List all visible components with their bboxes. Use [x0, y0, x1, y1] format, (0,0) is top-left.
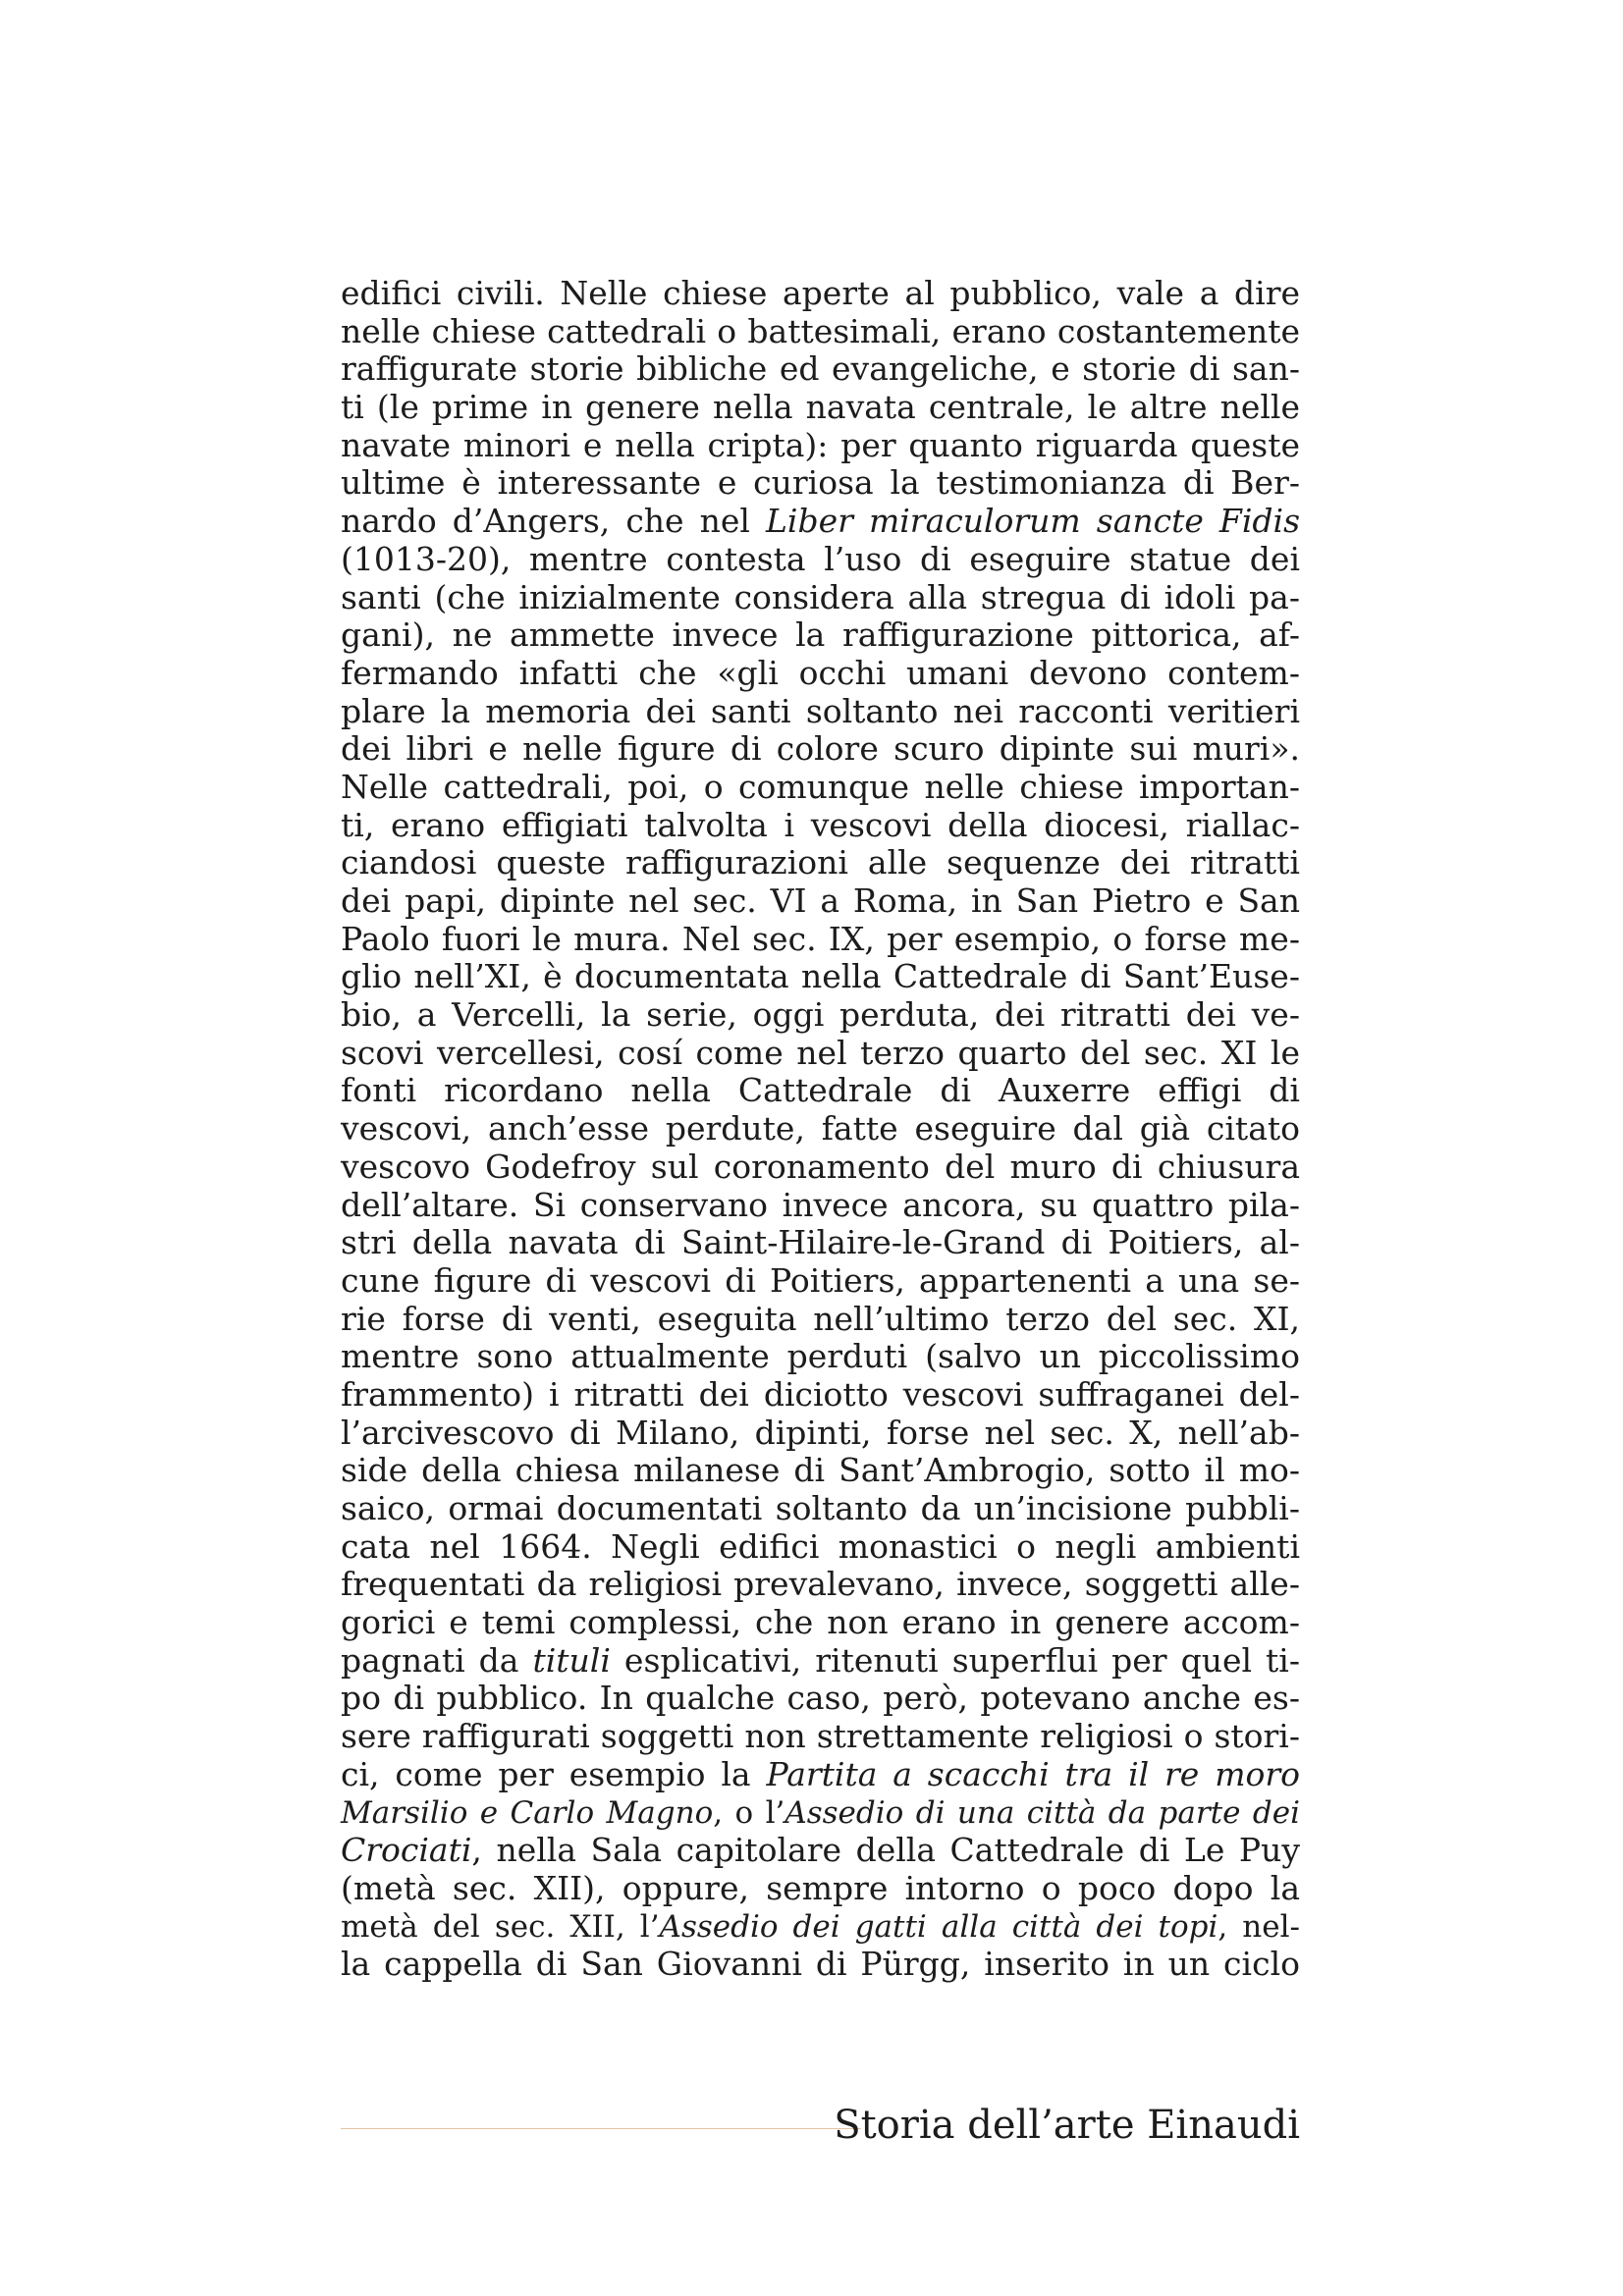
italic-title: Assedio di una città da parte dei [784, 1794, 1300, 1831]
text-line: rie forse di venti, eseguita nell’ultimo terzo del sec. XI, [341, 1299, 1300, 1338]
text-line: sere raffigurati soggetti non strettamente religiosi o stori- [341, 1717, 1300, 1756]
text-run: metà del sec. XII, l’ [341, 1908, 660, 1945]
text-line: l’arcivescovo di Milano, dipinti, forse nel sec. X, nell’ab- [341, 1413, 1300, 1452]
text-line: Nelle cattedrali, poi, o comunque nelle chiese importan- [341, 767, 1300, 806]
text-line: la cappella di San Giovanni di Pürgg, inserito in un ciclo [341, 1945, 1300, 1984]
text-run: pagnati da [341, 1640, 533, 1680]
body-paragraph [341, 275, 1300, 1984]
text-line: santi (che inizialmente considera alla stregua di idoli pa- [341, 577, 1300, 616]
text-line: gorici e temi complessi, che non erano in genere accom- [341, 1603, 1300, 1642]
text-line: fonti ricordano nella Cattedrale di Auxerre effigi di [341, 1071, 1300, 1110]
text-line: edifici civili. Nelle chiese aperte al pubblico, vale a dire [341, 274, 1300, 312]
text-line [341, 1908, 1300, 1947]
text-line [341, 1794, 1300, 1833]
text-line: plare la memoria dei santi soltanto nei racconti veritieri [341, 691, 1300, 730]
series-title: Storia dell’arte Einaudi [834, 2103, 1300, 2148]
text-line: saico, ormai documentati soltanto da un’incisione pubbli- [341, 1489, 1300, 1527]
text-line: glio nell’XI, è documentata nella Cattedrale di Sant’Euse- [341, 957, 1300, 996]
text-run: , nella Sala capitolare della Cattedrale di Le Puy [471, 1831, 1300, 1870]
text-line: vescovo Godefroy sul coronamento del muro di chiusura [341, 1147, 1300, 1186]
text-line: ti (le prime in genere nella navata centrale, le altre nelle [341, 388, 1300, 427]
text-line: ti, erano effigiati talvolta i vescovi della diocesi, riallac- [341, 805, 1300, 844]
italic-term: tituli [532, 1640, 611, 1680]
page-footer [341, 2096, 1300, 2155]
text-line: cata nel 1664. Negli edifici monastici o negli ambienti [341, 1526, 1300, 1566]
italic-title: Marsilio e Carlo Magno [341, 1794, 714, 1831]
italic-title: Crociati [341, 1831, 472, 1870]
text-line: gani), ne ammette invece la raffigurazione pittorica, af- [341, 615, 1300, 655]
text-line: po di pubblico. In qualche caso, però, potevano anche es- [341, 1679, 1300, 1718]
text-line [341, 1756, 1300, 1794]
text-line: scovi vercellesi, cosí come nel terzo quarto del sec. XI le [341, 1033, 1300, 1072]
text-line: mentre sono attualmente perduti (salvo un piccolissimo [341, 1337, 1300, 1376]
text-line: vescovi, anch’esse perdute, fatte eseguire dal già citato [341, 1109, 1300, 1148]
text-line: Paolo fuori le mura. Nel sec. IX, per esempio, o forse me- [341, 919, 1300, 958]
text-line: side della chiesa milanese di Sant’Ambrogio, sotto il mo- [341, 1451, 1300, 1490]
text-line: dei libri e nelle figure di colore scuro dipinte sui muri». [341, 729, 1300, 769]
text-line: frammento) i ritratti dei diciotto vescovi suffraganei del- [341, 1374, 1300, 1414]
text-line: ultime è interessante e curiosa la testimonianza di Ber- [341, 463, 1300, 503]
text-line: navate minori e nella cripta): per quanto riguarda queste [341, 425, 1300, 464]
text-line: stri della navata di Saint-Hilaire-le-Grand di Poitiers, al- [341, 1223, 1300, 1262]
text-line: ciandosi queste raffigurazioni alle sequenze dei ritratti [341, 843, 1300, 882]
text-run: , nel- [1217, 1908, 1301, 1945]
text-run: ci, come per esempio la [341, 1754, 767, 1793]
text-line: (1013-20), mentre contesta l’uso di eseguire statue dei [341, 539, 1300, 578]
text-line: frequentati da religiosi prevalevano, invece, soggetti alle- [341, 1565, 1300, 1604]
text-run: esplicativi, ritenuti superflui per quel ti- [610, 1640, 1300, 1680]
text-line [341, 1832, 1300, 1870]
italic-title: Liber miraculorum sancte Fidis [766, 502, 1301, 541]
text-line: dell’altare. Si conservano invece ancora, su quattro pila- [341, 1185, 1300, 1224]
text-line: cune figure di vescovi di Poitiers, appartenenti a una se- [341, 1260, 1300, 1300]
text-line: nelle chiese cattedrali o battesimali, erano costantemente [341, 311, 1300, 350]
text-line: (metà sec. XII), oppure, sempre intorno o poco dopo la [341, 1868, 1300, 1907]
italic-title: Assedio dei gatti alla città dei topi [659, 1908, 1218, 1945]
text-run: , o l’ [713, 1794, 785, 1831]
italic-title: Partita a scacchi tra il re moro [766, 1754, 1300, 1793]
text-line: fermando infatti che «gli occhi umani devono contem- [341, 653, 1300, 692]
text-line: raffigurate storie bibliche ed evangeliche, e storie di san- [341, 349, 1300, 389]
text-line [341, 1642, 1300, 1681]
text-line: bio, a Vercelli, la serie, oggi perduta, dei ritratti dei ve- [341, 995, 1300, 1035]
text-run: nardo d’Angers, che nel [341, 502, 767, 541]
text-line: dei papi, dipinte nel sec. VI a Roma, in San Pietro e San [341, 881, 1300, 920]
footer-divider [341, 2128, 861, 2129]
text-line [341, 503, 1300, 541]
